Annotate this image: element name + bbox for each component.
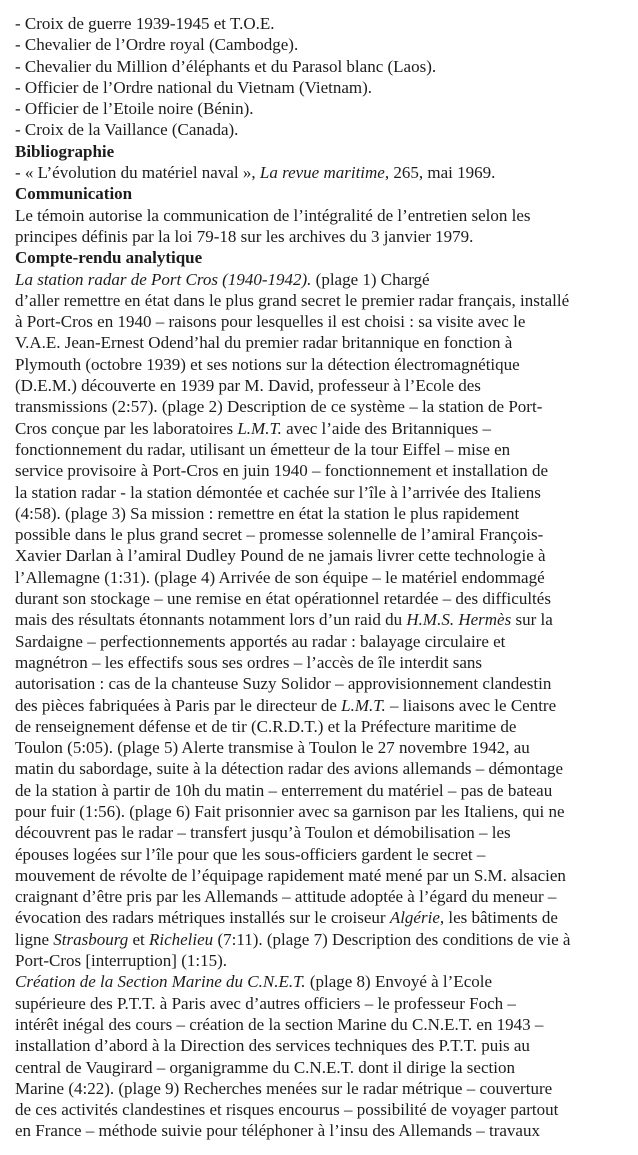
text-line bbox=[15, 503, 628, 524]
text-segment: Strasbourg bbox=[53, 929, 129, 949]
text-segment: (plage 1) Chargé bbox=[311, 269, 430, 289]
text-segment: - Officier de l’Ordre national du Vietnam (Vietnam). bbox=[15, 77, 373, 97]
text-segment: central de Vaugirard – organigramme du C.N.E.T. dont il dirige la section bbox=[15, 1057, 515, 1077]
text-line bbox=[15, 844, 628, 865]
text-segment: V.A.E. Jean-Ernest Odend’hal du premier radar britannique en fonction à bbox=[15, 333, 513, 353]
text-segment: Bibliographie bbox=[15, 141, 115, 161]
decoration-list-item bbox=[15, 34, 628, 55]
text-segment: de la station à partir de 10h du matin – enterrement du matériel – pas de bateau bbox=[15, 780, 553, 800]
text-segment: mouvement de révolte de l’équipage rapidement maté mené par un S.M. alsacien bbox=[15, 865, 566, 885]
text-segment: autorisation : cas de la chanteuse Suzy Solidor – approvisionnement clandestin bbox=[15, 674, 552, 694]
text-line bbox=[15, 354, 628, 375]
text-segment: , 265, mai 1969. bbox=[384, 163, 496, 183]
text-segment: (plage 8) Envoyé à l’Ecole bbox=[305, 972, 493, 992]
text-line bbox=[15, 609, 628, 630]
text-line bbox=[15, 652, 628, 673]
decoration-list-item bbox=[15, 13, 628, 34]
text-segment: l’Allemagne (1:31). (plage 4) Arrivée de son équipe – le matériel endommagé bbox=[15, 567, 545, 587]
text-segment: L.M.T. bbox=[341, 695, 386, 715]
text-segment: - Croix de la Vaillance (Canada). bbox=[15, 120, 239, 140]
text-line bbox=[15, 226, 628, 247]
text-segment: – liaisons avec le Centre bbox=[385, 695, 557, 715]
text-line bbox=[15, 1078, 628, 1099]
text-segment: sur la bbox=[511, 610, 553, 630]
text-segment: ligne bbox=[15, 929, 54, 949]
text-segment: principes définis par la loi 79-18 sur les archives du 3 janvier 1979. bbox=[15, 226, 474, 246]
text-segment: mais des résultats étonnants notamment lors d’un raid du bbox=[15, 610, 407, 630]
decoration-list-item bbox=[15, 119, 628, 140]
text-segment: à Port-Cros en 1940 – raisons pour lesquelles il est choisi : sa visite avec le bbox=[15, 312, 526, 332]
text-segment: matin du sabordage, suite à la détection radar des avions allemands – démontage bbox=[15, 759, 564, 779]
text-segment: Compte-rendu analytique bbox=[15, 248, 203, 268]
text-segment: installation d’abord à la Direction des services techniques des P.T.T. puis au bbox=[15, 1036, 530, 1056]
text-line bbox=[15, 524, 628, 545]
text-line bbox=[15, 886, 628, 907]
text-segment: de ces activités clandestines et risques encourus – possibilité de voyager partout bbox=[15, 1100, 559, 1120]
text-line bbox=[15, 865, 628, 886]
text-segment: Marine (4:22). (plage 9) Recherches menées sur le radar métrique – couverture bbox=[15, 1078, 553, 1098]
text-segment: possible dans le plus grand secret – promesse solennelle de l’amiral François- bbox=[15, 525, 544, 545]
text-line bbox=[15, 822, 628, 843]
text-segment: pour fuir (1:56). (plage 6) Fait prisonnier avec sa garnison par les Italiens, qui ne bbox=[15, 801, 565, 821]
text-segment: Création de la Section Marine du C.N.E.T. bbox=[15, 972, 306, 992]
text-line bbox=[15, 971, 628, 992]
text-line bbox=[15, 311, 628, 332]
text-line bbox=[15, 567, 628, 588]
text-line bbox=[15, 801, 628, 822]
text-segment: Richelieu bbox=[148, 929, 214, 949]
text-line bbox=[15, 1014, 628, 1035]
text-segment: Communication bbox=[15, 184, 133, 204]
text-segment: Cros conçue par les laboratoires bbox=[15, 418, 238, 438]
text-segment: - Officier de l’Etoile noire (Bénin). bbox=[15, 99, 254, 119]
text-segment: Xavier Darlan à l’amiral Dudley Pound de ne jamais livrer cette technologie à bbox=[15, 546, 546, 566]
text-segment: service provisoire à Port-Cros en juin 1940 – fonctionnement et installation de bbox=[15, 461, 549, 481]
text-segment: Toulon (5:05). (plage 5) Alerte transmise à Toulon le 27 novembre 1942, au bbox=[15, 738, 530, 758]
text-line bbox=[15, 545, 628, 566]
text-segment: supérieure des P.T.T. à Paris avec d’autres officiers – le professeur Foch – bbox=[15, 993, 516, 1013]
document-body bbox=[15, 13, 628, 1142]
text-line bbox=[15, 332, 628, 353]
text-segment: Algérie bbox=[389, 908, 440, 928]
text-segment: (7:11). (plage 7) Description des conditions de vie à bbox=[213, 929, 571, 949]
text-line bbox=[15, 758, 628, 779]
text-segment: fonctionnement du radar, utilisant un émetteur de la tour Eiffel – mise en bbox=[15, 439, 511, 459]
section-heading-bibliographie bbox=[15, 141, 628, 162]
text-line bbox=[15, 1057, 628, 1078]
text-segment: , les bâtiments de bbox=[439, 908, 558, 928]
text-segment: Sardaigne – perfectionnements apportés au radar : balayage circulaire et bbox=[15, 631, 506, 651]
text-line bbox=[15, 460, 628, 481]
text-segment: - « L’évolution du matériel naval », bbox=[15, 163, 260, 183]
text-segment: craignant d’être pris par les Allemands – attitude adoptée à l’égard du meneur – bbox=[15, 887, 557, 907]
text-segment: La revue maritime bbox=[259, 163, 385, 183]
text-segment: durant son stockage – une remise en état opérationnel retardée – des difficultés bbox=[15, 589, 551, 609]
text-segment: L.M.T. bbox=[237, 418, 282, 438]
text-segment: de renseignement défense et de tir (C.R.D.T.) et la Préfecture maritime de bbox=[15, 716, 517, 736]
text-line bbox=[15, 929, 628, 950]
text-line bbox=[15, 1120, 628, 1141]
text-segment: transmissions (2:57). (plage 2) Description de ce système – la station de Port- bbox=[15, 397, 543, 417]
text-line bbox=[15, 588, 628, 609]
text-line bbox=[15, 907, 628, 928]
text-line bbox=[15, 396, 628, 417]
text-segment: et bbox=[128, 929, 149, 949]
text-segment: - Croix de guerre 1939-1945 et T.O.E. bbox=[15, 14, 275, 33]
text-segment: (4:58). (plage 3) Sa mission : remettre en état la station le plus rapidement bbox=[15, 503, 520, 523]
decoration-list-item bbox=[15, 56, 628, 77]
text-segment: découvrent pas le radar – transfert jusqu’à Toulon et démobilisation – les bbox=[15, 823, 511, 843]
text-segment: Port-Cros [interruption] (1:15). bbox=[15, 951, 227, 971]
bibliography-item bbox=[15, 162, 628, 183]
section-heading-communication bbox=[15, 183, 628, 204]
text-line bbox=[15, 950, 628, 971]
text-segment: (D.E.M.) découverte en 1939 par M. David, professeur à l’Ecole des bbox=[15, 376, 481, 396]
text-segment: des pièces fabriquées à Paris par le directeur de bbox=[15, 695, 342, 715]
text-segment: H.M.S. Hermès bbox=[406, 610, 512, 630]
decoration-list-item bbox=[15, 77, 628, 98]
text-segment: d’aller remettre en état dans le plus grand secret le premier radar français, installé bbox=[15, 290, 570, 310]
text-segment: magnétron – les effectifs sous ses ordres – l’accès de île interdit sans bbox=[15, 652, 483, 672]
text-line bbox=[15, 737, 628, 758]
text-segment: La station radar de Port Cros (1940-1942). bbox=[15, 269, 312, 289]
text-line bbox=[15, 439, 628, 460]
text-line bbox=[15, 780, 628, 801]
section-heading-compte-rendu bbox=[15, 247, 628, 268]
text-segment: Le témoin autorise la communication de l’intégralité de l’entretien selon les bbox=[15, 205, 531, 225]
text-line bbox=[15, 1099, 628, 1120]
text-line bbox=[15, 673, 628, 694]
text-segment: épouses logées sur l’île pour que les sous-officiers gardent le secret – bbox=[15, 844, 486, 864]
text-line bbox=[15, 205, 628, 226]
text-line bbox=[15, 269, 628, 290]
text-segment: intérêt inégal des cours – création de la section Marine du C.N.E.T. en 1943 – bbox=[15, 1014, 544, 1034]
text-segment: Plymouth (octobre 1939) et ses notions sur la détection électromagnétique bbox=[15, 354, 520, 374]
text-segment: - Chevalier du Million d’éléphants et du Parasol blanc (Laos). bbox=[15, 56, 437, 76]
text-line bbox=[15, 695, 628, 716]
text-line bbox=[15, 993, 628, 1014]
text-segment: évocation des radars métriques installés sur le croiseur bbox=[15, 908, 390, 928]
decoration-list-item bbox=[15, 98, 628, 119]
text-line bbox=[15, 1035, 628, 1056]
text-line bbox=[15, 716, 628, 737]
text-line bbox=[15, 375, 628, 396]
text-line bbox=[15, 631, 628, 652]
text-line bbox=[15, 290, 628, 311]
text-line bbox=[15, 482, 628, 503]
text-segment: - Chevalier de l’Ordre royal (Cambodge). bbox=[15, 35, 299, 55]
text-segment: en France – méthode suivie pour téléphoner à l’insu des Allemands – travaux bbox=[15, 1121, 540, 1141]
text-segment: avec l’aide des Britanniques – bbox=[281, 418, 492, 438]
text-segment: la station radar - la station démontée et cachée sur l’île à l’arrivée des Italiens bbox=[15, 482, 541, 502]
text-line bbox=[15, 418, 628, 439]
